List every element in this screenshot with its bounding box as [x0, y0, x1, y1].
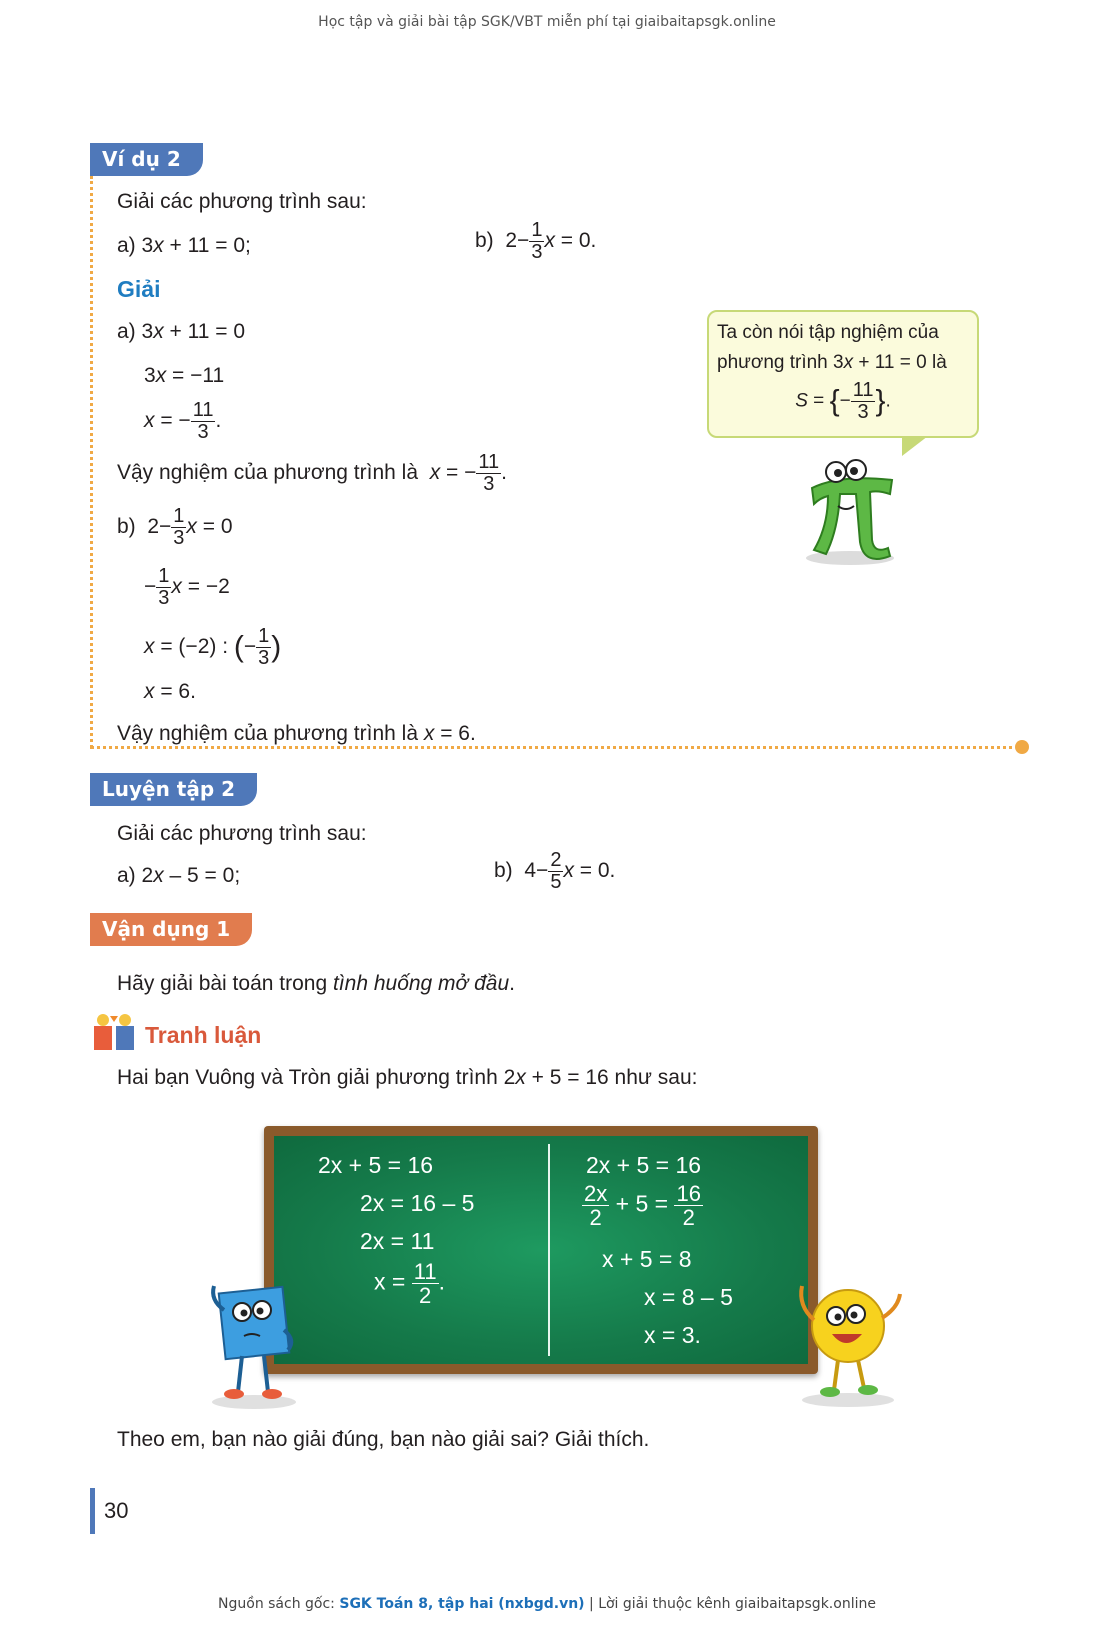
example-border-bottom [90, 746, 1020, 749]
page-number: 30 [90, 1488, 128, 1534]
practice-tag: Luyện tập 2 [90, 773, 257, 806]
debate-icon [92, 1012, 138, 1052]
solution-a-step1: a) 3x + 11 = 0 [117, 320, 246, 343]
square-character-icon [204, 1280, 304, 1410]
example-tag: Ví dụ 2 [90, 143, 203, 176]
example-border-end-dot [1015, 740, 1029, 754]
note-bubble [707, 310, 979, 438]
example-part-a: a) 3x + 11 = 0; [117, 234, 251, 257]
solution-a-step2: 3x = −11 [144, 364, 225, 387]
board-right-line-2: $\frac{2x}{2}$ + 5 = $\frac{16}{2}$ [584, 1181, 701, 1231]
example-part-b: b) 2− $\frac{1}{3}$ x = 0. [475, 219, 597, 263]
board-right-line-5: x = 3. [644, 1322, 701, 1348]
board-left-line-3: 2x = 11 [360, 1228, 435, 1254]
note-set: S = {− $\frac{11}{3}$ }. [795, 379, 891, 423]
solution-b-step2: − $\frac{1}{3}$ x = −2 [144, 565, 230, 609]
pi-mascot-icon [800, 450, 900, 566]
page-footer: Nguồn sách gốc: SGK Toán 8, tập hai (nxbgd.vn) | Lời giải thuộc kênh giaibaitapsgk.online [218, 1596, 876, 1612]
board-right-line-3: x + 5 = 8 [602, 1246, 692, 1272]
solution-b-step1: b) 2− $\frac{1}{3}$ x = 0 [117, 505, 233, 549]
solution-b-step3: x = (−2) : (− $\frac{1}{3}$ ) [144, 625, 282, 669]
board-left-line-1: 2x + 5 = 16 [318, 1152, 434, 1178]
debate-intro: Hai bạn Vuông và Tròn giải phương trình 2x + 5 = 16 như sau: [117, 1066, 698, 1089]
practice-part-b: b) 4− $\frac{2}{5}$ x = 0. [494, 849, 616, 893]
example-prompt: Giải các phương trình sau: [117, 190, 367, 213]
chalkboard-divider [548, 1144, 550, 1356]
note-line-2: phương trình 3x + 11 = 0 là [717, 352, 947, 373]
footer-source-link[interactable]: SGK Toán 8, tập hai (nxbgd.vn) [339, 1596, 585, 1612]
solution-a-step3: x = − $\frac{11}{3}$ . [144, 399, 222, 443]
debate-question: Theo em, bạn nào giải đúng, bạn nào giải sai? Giải thích. [117, 1428, 650, 1451]
practice-part-a: a) 2x – 5 = 0; [117, 864, 241, 887]
solution-b-step4: x = 6. [144, 680, 196, 703]
board-left-line-2: 2x = 16 – 5 [360, 1190, 475, 1216]
solution-b-conclusion: Vậy nghiệm của phương trình là x = 6. [117, 722, 476, 745]
debate-title: Tranh luận [145, 1022, 262, 1048]
circle-character-icon [788, 1272, 908, 1408]
note-bubble-tail [902, 436, 928, 456]
solution-a-conclusion: Vậy nghiệm của phương trình là x = − $\frac{11}{3}$ . [117, 451, 507, 495]
page-header: Học tập và giải bài tập SGK/VBT miễn phí tại giaibaitapsgk.online [318, 14, 776, 30]
practice-prompt: Giải các phương trình sau: [117, 822, 367, 845]
board-left-line-4: x = $\frac{11}{2}$ . [374, 1259, 445, 1309]
apply-text: Hãy giải bài toán trong tình huống mở đầu. [117, 972, 515, 995]
note-line-1: Ta còn nói tập nghiệm của [717, 322, 939, 343]
apply-tag: Vận dụng 1 [90, 913, 252, 946]
solution-heading: Giải [117, 276, 161, 302]
board-right-line-1: 2x + 5 = 16 [586, 1152, 702, 1178]
board-right-line-4: x = 8 – 5 [644, 1284, 733, 1310]
example-border-left [90, 176, 93, 748]
